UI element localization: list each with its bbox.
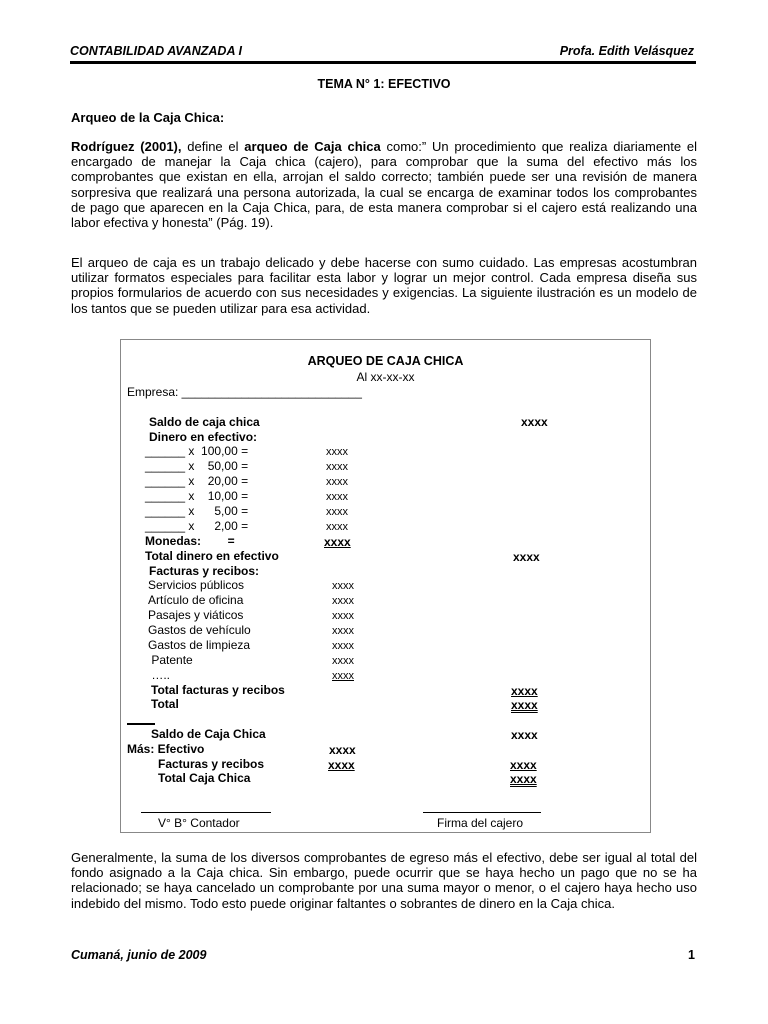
course-name: CONTABILIDAD AVANZADA I	[70, 44, 242, 58]
monedas-label: Monedas: =	[145, 534, 235, 548]
page-header	[70, 44, 698, 58]
arqueo-form	[120, 339, 651, 833]
footer-location-date: Cumaná, junio de 2009	[71, 948, 207, 962]
signature-label-right: Firma del cajero	[437, 816, 524, 830]
paragraph-2: El arqueo de caja es un trabajo delicado y debe hacerse con sumo cuidado. Las empresas acostumbran utilizar formatos especiales para facilitar esta labor y lograr un mejor control. Cada empresa diseña sus propios formularios de acuerdo con sus necesidades y exigencias. La siguiente ilustración es un modelo de los tantos que se pueden utilizar para esa actividad.	[71, 255, 697, 316]
denomination-value: xxxx	[326, 476, 348, 488]
dinero-efectivo-label: Dinero en efectivo:	[149, 430, 258, 444]
denomination-value: xxxx	[326, 521, 348, 533]
receipt-item-value: xxxx	[332, 610, 354, 622]
mas-efectivo-label: Más: Efectivo	[127, 742, 205, 756]
total-caja-label: Total Caja Chica	[158, 771, 251, 785]
saldo-caja2-label: Saldo de Caja Chica	[151, 727, 266, 741]
para1-text-a: define el	[181, 139, 245, 154]
total-facturas-value: xxxx	[511, 684, 538, 698]
saldo-caja-value: xxxx	[521, 415, 548, 429]
mas-efectivo-value: xxxx	[329, 743, 356, 757]
paragraph-1	[71, 139, 697, 230]
denomination-value: xxxx	[326, 461, 348, 473]
facturas2-total: xxxx	[510, 758, 537, 772]
receipt-item-label: …..	[148, 668, 171, 682]
signature-line-left	[141, 812, 271, 813]
receipt-item-label: Servicios públicos	[148, 578, 245, 592]
signature-label-left: V° B° Contador	[158, 816, 240, 830]
total-dinero-label: Total dinero en efectivo	[145, 549, 279, 563]
denomination-label: ______ x 20,00 =	[145, 474, 249, 488]
receipt-item-label: Artículo de oficina	[148, 593, 244, 607]
page-title: TEMA N° 1: EFECTIVO	[317, 77, 451, 91]
page-number: 1	[688, 948, 695, 962]
saldo-caja-label: Saldo de caja chica	[149, 415, 260, 429]
section-heading: Arqueo de la Caja Chica:	[71, 110, 225, 125]
facturas2-label: Facturas y recibos	[158, 757, 265, 771]
denomination-value: xxxx	[326, 446, 348, 458]
receipt-item-value: xxxx	[332, 625, 354, 637]
form-title: ARQUEO DE CAJA CHICA	[307, 354, 464, 368]
total-facturas-label: Total facturas y recibos	[151, 683, 285, 697]
form-date: Al xx-xx-xx	[356, 370, 415, 384]
denomination-label: ______ x 10,00 =	[145, 489, 249, 503]
denomination-label: ______ x 5,00 =	[145, 504, 249, 518]
form-company-field: Empresa: ___________________________	[127, 385, 362, 399]
denomination-label: ______ x 2,00 =	[145, 519, 249, 533]
para1-text-b: como:” Un procedimiento que realiza diariamente el encargado de manejar la Caja chica (cajero), para comprobar que la suma del efectivo más los comprobantes que existan en ella, arrojan el saldo correcto; también puede ser una revisión de manera sorpresiva que realizará una persona autorizada, la cual se encarga de examinar todos los comprobantes de pago que aparecen en la Caja Chica, para, de esta manera comprobar si el cajero está realizando una labor efectiva y honesta” (Pág. 19).	[71, 139, 697, 231]
total-dinero-value: xxxx	[513, 550, 540, 564]
total-caja-value: xxxx	[510, 772, 537, 786]
receipt-item-value: xxxx	[332, 655, 354, 667]
denomination-value: xxxx	[326, 491, 348, 503]
defined-term: arqueo de Caja chica	[244, 139, 381, 154]
teacher-name: Profa. Edith Velásquez	[559, 44, 694, 58]
denomination-label: ______ x 100,00 =	[145, 444, 249, 458]
facturas-label: Facturas y recibos:	[149, 564, 260, 578]
saldo-caja2-value: xxxx	[511, 728, 538, 742]
receipt-item-label: Gastos de vehículo	[148, 623, 251, 637]
facturas2-value: xxxx	[328, 758, 355, 772]
receipt-item-label: Gastos de limpieza	[148, 638, 251, 652]
receipt-item-value: xxxx	[332, 640, 354, 652]
denomination-value: xxxx	[326, 506, 348, 518]
signature-line-right	[423, 812, 541, 813]
paragraph-3: Generalmente, la suma de los diversos comprobantes de egreso más el efectivo, debe ser igual al total del fondo asignado a la Caja chica. Sin embargo, puede ocurrir que se haya hecho un pago que no se ha relacionado; se haya cancelado un comprobante por una suma mayor o menor, o el cajero haya hecho uso indebido del mismo. Todo esto puede originar faltantes o sobrantes de dinero en la Caja chica.	[71, 850, 697, 911]
total-label: Total	[151, 697, 179, 711]
receipt-item-label: Pasajes y viáticos	[148, 608, 244, 622]
receipt-item-value: xxxx	[332, 670, 354, 682]
total-value: xxxx	[511, 698, 538, 712]
receipt-item-value: xxxx	[332, 595, 354, 607]
receipt-item-label: Patente	[148, 653, 193, 667]
author-citation: Rodríguez (2001),	[71, 139, 182, 154]
separator-mark	[127, 723, 155, 725]
header-rule	[70, 61, 696, 64]
monedas-value: xxxx	[324, 535, 351, 549]
denomination-label: ______ x 50,00 =	[145, 459, 249, 473]
receipt-item-value: xxxx	[332, 580, 354, 592]
